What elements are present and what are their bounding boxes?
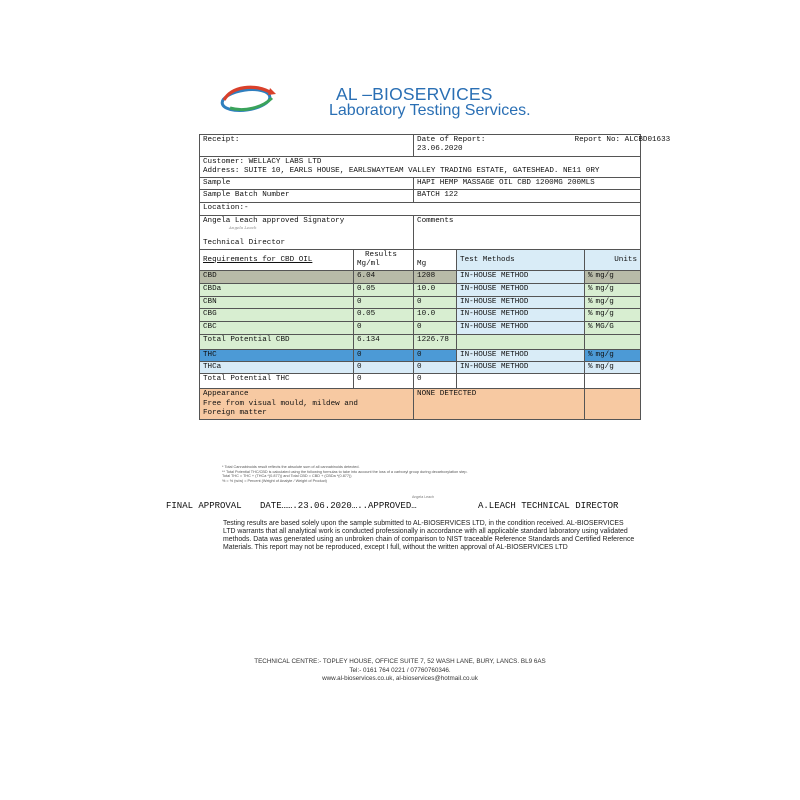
approval-director: A.LEACH TECHNICAL DIRECTOR <box>478 501 619 511</box>
signature: Angela Leach <box>229 224 257 230</box>
report-table <box>199 134 671 420</box>
result-mg: 1208 <box>414 271 457 283</box>
result-row <box>200 271 641 283</box>
footnote-2: ** Total Potential THC/CBD is calculated using the following formulas to take into account the loss of a carboxyl group during decarboxylation step. <box>222 469 468 474</box>
result-mgml: 0 <box>354 321 414 334</box>
result-mg: 10.0 <box>414 308 457 321</box>
result-mg: 0 <box>414 296 457 308</box>
result-mg: 0 <box>414 321 457 334</box>
appearance-empty <box>585 389 641 420</box>
result-unit: MG/G <box>593 321 641 334</box>
result-percent: % <box>585 271 593 283</box>
header-units: Units <box>585 249 641 271</box>
appearance-line3: Foreign matter <box>203 408 267 417</box>
footer-address: TECHNICAL CENTRE:- TOPLEY HOUSE, OFFICE SUITE 7, 52 WASH LANE, BURY, LANCS. BL9 6AS <box>254 658 546 665</box>
result-method: IN-HOUSE METHOD <box>457 296 585 308</box>
result-name: THCa <box>200 362 354 374</box>
brand-name: AL –BIOSERVICES <box>336 84 493 104</box>
result-row <box>200 349 641 361</box>
address-line: Address: SUITE 10, EARLS HOUSE, EARLSWAYTEAM VALLEY TRADING ESTATE, GATESHEAD. NE11 0RY <box>203 166 600 175</box>
result-method: IN-HOUSE METHOD <box>457 308 585 321</box>
comments-label: Comments <box>414 215 641 249</box>
al-bioservices-logo-icon <box>218 78 280 118</box>
receipt-label: Receipt: <box>200 135 414 157</box>
result-method <box>457 374 585 389</box>
header-results <box>354 249 414 271</box>
result-unit <box>593 374 641 389</box>
result-percent: % <box>585 308 593 321</box>
signatory-cell <box>200 215 414 249</box>
result-percent: % <box>585 321 593 334</box>
result-name: CBDa <box>200 283 354 296</box>
sample-label: Sample <box>200 178 414 190</box>
result-percent: % <box>585 362 593 374</box>
result-unit: mg/g <box>593 349 641 361</box>
result-mg: 1226.78 <box>414 334 457 349</box>
header-methods: Test Methods <box>457 249 585 271</box>
result-mgml: 6.04 <box>354 271 414 283</box>
result-method: IN-HOUSE METHOD <box>457 362 585 374</box>
result-percent <box>585 374 593 389</box>
signature-small: Angela Leach <box>412 495 434 499</box>
result-row <box>200 296 641 308</box>
result-mg: 10.0 <box>414 283 457 296</box>
footnote-3: Total THC = THC + (THCa *(0.877)) and Total CBD = CBD + (CBDa *(0.877)) <box>222 474 352 479</box>
disclaimer-paragraph: Testing results are based solely upon the sample submitted to AL-BIOSERVICES LTD, in the condition received. AL-BIOSERVICES LTD warrants that all analytical work is conducted professionally in accordance with all applicable standard laboratory using validated methods. Data was generated using an unbroken chain of comparison to NIST traceable Reference Standards and Certified Reference Materials. This report may not be reproduced, except I full, without the written approval of AL-BIOSERVICES LTD <box>223 520 635 551</box>
result-mg: 0 <box>414 362 457 374</box>
footer-phone: Tel:- 0161 764 0221 / 07760760346. <box>349 666 451 674</box>
signatory-label: Angela Leach approved Signatory <box>203 216 345 225</box>
result-name: CBN <box>200 296 354 308</box>
result-mgml: 0 <box>354 362 414 374</box>
result-row <box>200 374 641 389</box>
result-name: CBC <box>200 321 354 334</box>
footnotes <box>222 465 642 484</box>
date-of-report <box>414 135 585 157</box>
result-unit <box>593 334 641 349</box>
result-row <box>200 362 641 374</box>
result-percent <box>585 334 593 349</box>
result-row <box>200 283 641 296</box>
result-name: Total Potential THC <box>200 374 354 389</box>
location-label: Location:- <box>200 202 641 215</box>
customer-line: Customer: WELLACY LABS LTD <box>203 157 322 166</box>
result-method: IN-HOUSE METHOD <box>457 283 585 296</box>
result-unit: mg/g <box>593 296 641 308</box>
result-method: IN-HOUSE METHOD <box>457 271 585 283</box>
footnote-1: * Total Cannabinoids result reflects the absolute sum of all cannabinoids detected. <box>222 465 360 469</box>
result-unit: mg/g <box>593 362 641 374</box>
result-percent: % <box>585 283 593 296</box>
appearance-line2: Free from visual mould, mildew and <box>203 399 358 408</box>
approval-date: DATE…….23.06.2020…..APPROVED… <box>260 501 417 511</box>
appearance-line1: Appearance <box>203 390 249 399</box>
header-results-line2: Mg/ml <box>357 260 380 269</box>
footer-web: www.al-bioservices.co.uk, al-bioservices@hotmail.co.uk <box>322 675 478 682</box>
batch-value: BATCH 122 <box>414 190 641 202</box>
result-row <box>200 308 641 321</box>
result-method <box>457 334 585 349</box>
result-mgml: 6.134 <box>354 334 414 349</box>
final-approval: FINAL APPROVAL <box>166 501 242 511</box>
tech-director-label: Technical Director <box>203 238 286 247</box>
report-number-text: Report No: ALCBD01633 <box>574 136 671 144</box>
date-label: Date of Report: <box>417 136 486 144</box>
results-body <box>200 271 641 389</box>
result-unit: mg/g <box>593 283 641 296</box>
result-mgml: 0 <box>354 296 414 308</box>
result-name: THC <box>200 349 354 361</box>
report-number <box>574 135 671 157</box>
result-mgml: 0 <box>354 374 414 389</box>
result-mgml: 0.05 <box>354 283 414 296</box>
result-percent: % <box>585 349 593 361</box>
result-row <box>200 321 641 334</box>
result-name: CBG <box>200 308 354 321</box>
footnote-4: % = % (w/w) = Percent (Weight of Analyte / Weight of Product) <box>222 479 327 484</box>
result-unit: mg/g <box>593 308 641 321</box>
customer-address <box>200 156 641 178</box>
header-requirements: Requirements for CBD OIL <box>200 249 354 271</box>
result-mg: 0 <box>414 349 457 361</box>
result-name: CBD <box>200 271 354 283</box>
date-value: 23.06.2020 <box>417 145 463 154</box>
result-method: IN-HOUSE METHOD <box>457 349 585 361</box>
result-mgml: 0.05 <box>354 308 414 321</box>
result-mg: 0 <box>414 374 457 389</box>
brand-subtitle: Laboratory Testing Services. <box>329 102 531 119</box>
result-name: Total Potential CBD <box>200 334 354 349</box>
result-mgml: 0 <box>354 349 414 361</box>
result-method: IN-HOUSE METHOD <box>457 321 585 334</box>
appearance-result: NONE DETECTED <box>414 389 585 420</box>
header-mg: Mg <box>414 249 457 271</box>
appearance-cell <box>200 389 414 420</box>
footer <box>0 658 800 684</box>
result-unit: mg/g <box>593 271 641 283</box>
batch-label: Sample Batch Number <box>200 190 414 202</box>
result-percent: % <box>585 296 593 308</box>
sample-value: HAPI HEMP MASSAGE OIL CBD 1200MG 200MLS <box>414 178 641 190</box>
header-results-line1: Results <box>365 250 397 259</box>
result-row <box>200 334 641 349</box>
